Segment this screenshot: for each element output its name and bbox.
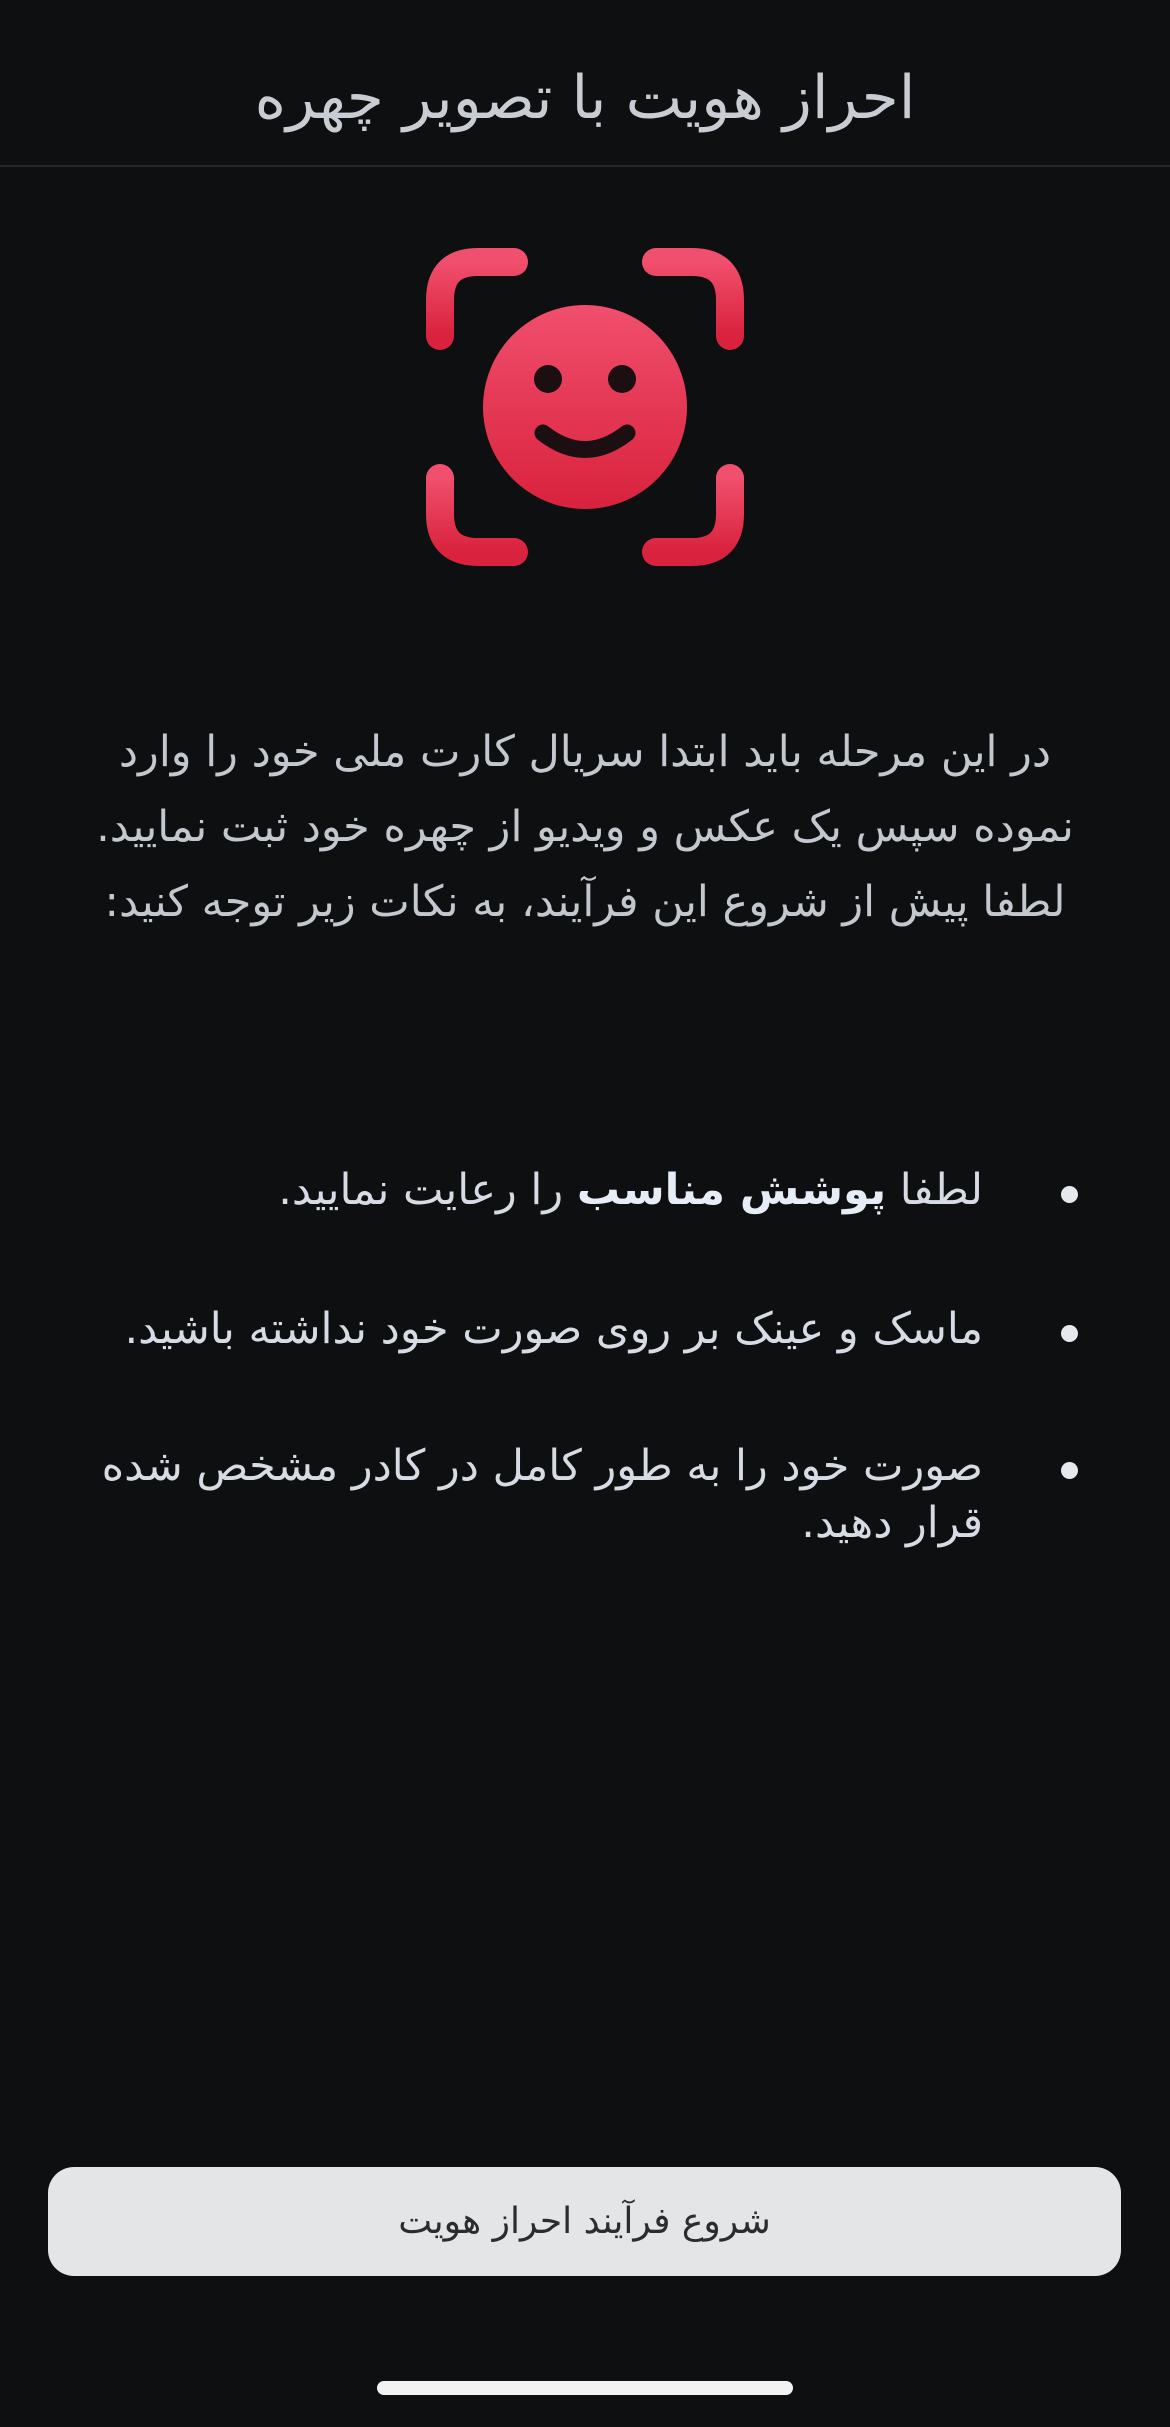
face-scan-icon xyxy=(426,248,744,566)
tip-text-suffix: را رعایت نمایید. xyxy=(278,1165,577,1215)
header xyxy=(0,0,1170,167)
home-indicator[interactable] xyxy=(377,2381,793,2395)
tips-list xyxy=(90,1162,1090,1634)
tip-item xyxy=(90,1162,1090,1219)
tip-item xyxy=(90,1438,1090,1552)
start-verification-button[interactable]: شروع فرآیند احراز هویت xyxy=(48,2167,1121,2276)
tip-item xyxy=(90,1301,1090,1358)
tip-text-prefix: لطفا xyxy=(886,1165,983,1215)
instruction-text: در این مرحله باید ابتدا سریال کارت ملی خود را وارد نموده سپس یک عکس و ویدیو از چهره خود ثبت نمایید. لطفا پیش از شروع این فرآیند، به نکات زیر توجه کنید: xyxy=(96,727,1074,927)
tip-text: ماسک و عینک بر روی صورت خود نداشته باشید. xyxy=(124,1304,983,1354)
bullet-icon xyxy=(1061,1325,1078,1342)
tip-text: صورت خود را به طور کامل در کادر مشخص شده قرار دهید. xyxy=(101,1441,983,1548)
tip-text-highlight: پوشش مناسب xyxy=(576,1165,887,1215)
bullet-icon xyxy=(1061,1462,1078,1479)
bullet-icon xyxy=(1061,1186,1078,1203)
page-title: احراز هویت با تصویر چهره xyxy=(254,63,916,133)
